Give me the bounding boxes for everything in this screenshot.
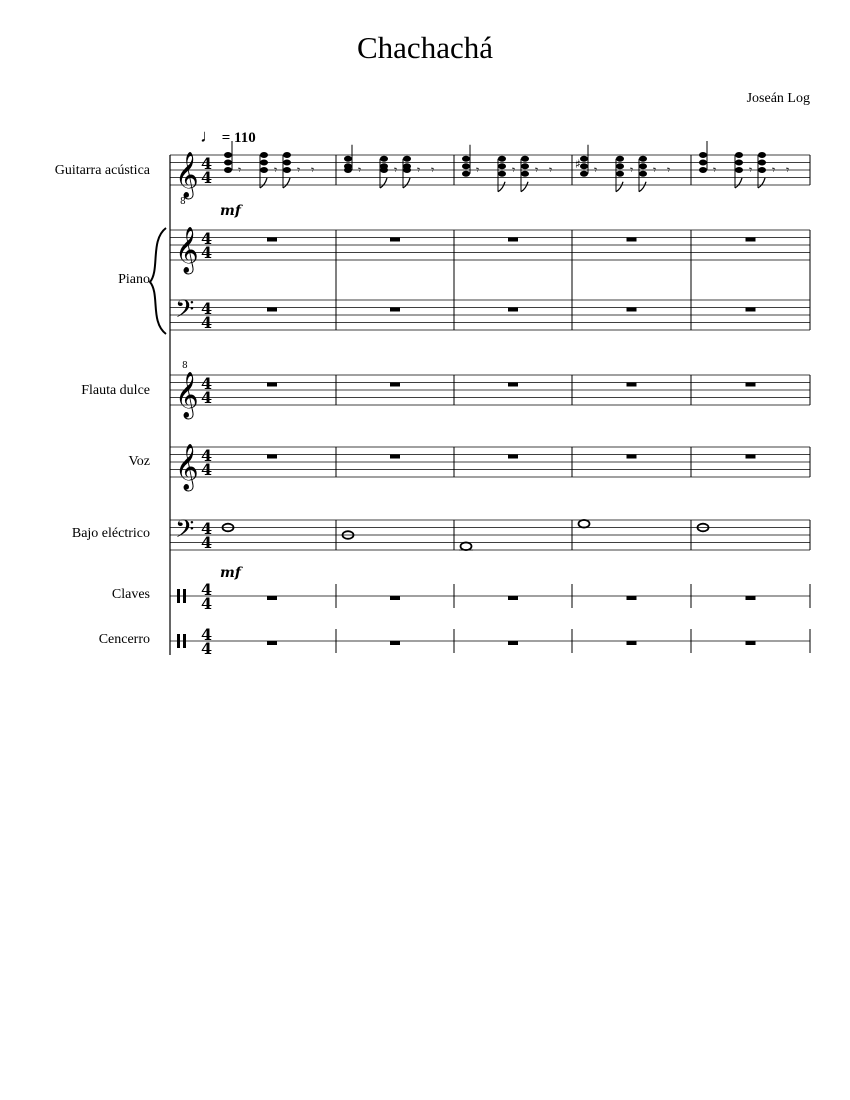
bass-whole-note bbox=[461, 542, 472, 550]
whole-rest bbox=[267, 596, 277, 600]
whole-rest bbox=[267, 383, 277, 387]
guitar-chord-notehead bbox=[498, 163, 506, 169]
guitar-chord-notehead bbox=[403, 156, 411, 162]
guitar-chord-notehead bbox=[758, 167, 766, 173]
time-signature-recorder: 4 bbox=[201, 388, 213, 407]
guitar-chord-notehead bbox=[283, 167, 291, 173]
eighth-rest: 𝄾 bbox=[549, 163, 553, 177]
eighth-rest: 𝄾 bbox=[417, 163, 421, 177]
time-signature-cowbell: 4 bbox=[201, 625, 213, 644]
bass-clef-bass: 𝄢 bbox=[175, 515, 195, 550]
whole-rest bbox=[627, 383, 637, 387]
guitar-eighth-flag bbox=[403, 178, 410, 188]
time-signature-voice: 4 bbox=[201, 446, 213, 465]
guitar-chord-notehead bbox=[283, 160, 291, 166]
guitar-chord-notehead bbox=[521, 171, 529, 177]
dynamic-claves: mf bbox=[220, 565, 241, 581]
eighth-rest: 𝄾 bbox=[431, 163, 435, 177]
clef-octave-mark-recorder: 8 bbox=[182, 361, 188, 371]
whole-rest bbox=[390, 238, 400, 242]
guitar-chord-notehead bbox=[580, 163, 588, 169]
eighth-rest: 𝄾 bbox=[238, 163, 242, 177]
percussion-clef-claves bbox=[177, 589, 180, 603]
guitar-chord-notehead bbox=[224, 152, 232, 158]
guitar-chord-notehead bbox=[260, 152, 268, 158]
guitar-chord-notehead bbox=[403, 167, 411, 173]
whole-rest bbox=[390, 455, 400, 459]
guitar-chord-notehead bbox=[462, 163, 470, 169]
time-signature-piano-rh: 4 bbox=[201, 243, 213, 262]
time-signature-claves: 4 bbox=[201, 594, 213, 613]
guitar-eighth-flag bbox=[260, 178, 267, 188]
guitar-chord-notehead bbox=[462, 171, 470, 177]
eighth-rest: 𝄾 bbox=[772, 163, 776, 177]
guitar-chord-notehead bbox=[758, 152, 766, 158]
eighth-rest: 𝄾 bbox=[512, 163, 516, 177]
guitar-chord-notehead bbox=[224, 160, 232, 166]
bass-clef-piano-lh: 𝄢 bbox=[175, 295, 195, 330]
whole-rest bbox=[390, 596, 400, 600]
whole-rest bbox=[627, 455, 637, 459]
whole-rest bbox=[508, 308, 518, 312]
percussion-clef-cowbell bbox=[183, 634, 186, 648]
treble-clef-voice: 𝄞 bbox=[175, 444, 199, 490]
guitar-chord-notehead bbox=[580, 171, 588, 177]
guitar-eighth-flag bbox=[283, 178, 290, 188]
whole-rest bbox=[627, 308, 637, 312]
eighth-rest: 𝄾 bbox=[297, 163, 301, 177]
time-signature-piano-lh: 4 bbox=[201, 299, 213, 318]
guitar-chord-notehead bbox=[735, 152, 743, 158]
time-signature-guitar: 4 bbox=[201, 154, 213, 173]
whole-rest bbox=[746, 455, 756, 459]
guitar-chord-notehead bbox=[699, 167, 707, 173]
eighth-rest: 𝄾 bbox=[358, 163, 362, 177]
guitar-chord-notehead bbox=[224, 167, 232, 173]
whole-rest bbox=[267, 455, 277, 459]
bass-whole-note bbox=[579, 520, 590, 528]
eighth-rest: 𝄾 bbox=[786, 163, 790, 177]
whole-rest bbox=[627, 238, 637, 242]
guitar-chord-notehead bbox=[699, 152, 707, 158]
guitar-chord-notehead bbox=[735, 160, 743, 166]
whole-rest bbox=[746, 641, 756, 645]
time-signature-voice: 4 bbox=[201, 460, 213, 479]
guitar-chord-notehead bbox=[639, 163, 647, 169]
piano-brace bbox=[150, 228, 166, 334]
time-signature-piano-lh: 4 bbox=[201, 313, 213, 332]
guitar-chord-notehead bbox=[616, 171, 624, 177]
time-signature-cowbell: 4 bbox=[201, 639, 213, 658]
tempo-value: = 110 bbox=[221, 130, 256, 146]
whole-rest bbox=[390, 383, 400, 387]
clef-octave-mark-guitar: 8 bbox=[180, 197, 186, 207]
guitar-chord-notehead bbox=[283, 152, 291, 158]
quarter-note-icon: ♩ bbox=[200, 126, 218, 146]
eighth-rest: 𝄾 bbox=[311, 163, 315, 177]
guitar-chord-notehead bbox=[344, 167, 352, 173]
treble-clef-recorder: 𝄞 bbox=[175, 372, 199, 418]
instrument-label-claves: Claves bbox=[111, 587, 150, 602]
time-signature-piano-rh: 4 bbox=[201, 229, 213, 248]
instrument-label-voice: Voz bbox=[128, 454, 150, 469]
guitar-chord-notehead bbox=[699, 160, 707, 166]
guitar-eighth-flag bbox=[735, 178, 742, 188]
eighth-rest: 𝄾 bbox=[749, 163, 753, 177]
whole-rest bbox=[746, 238, 756, 242]
whole-rest bbox=[508, 455, 518, 459]
whole-rest bbox=[746, 383, 756, 387]
eighth-rest: 𝄾 bbox=[667, 163, 671, 177]
eighth-rest: 𝄾 bbox=[713, 163, 717, 177]
guitar-chord-notehead bbox=[260, 167, 268, 173]
guitar-chord-notehead bbox=[462, 156, 470, 162]
guitar-chord-notehead bbox=[521, 163, 529, 169]
guitar-chord-notehead bbox=[498, 171, 506, 177]
time-signature-claves: 4 bbox=[201, 580, 213, 599]
instrument-label-guitar: Guitarra acústica bbox=[54, 163, 150, 178]
instrument-label-recorder: Flauta dulce bbox=[81, 383, 150, 398]
eighth-rest: 𝄾 bbox=[630, 163, 634, 177]
guitar-chord-notehead bbox=[616, 156, 624, 162]
whole-rest bbox=[508, 596, 518, 600]
time-signature-bass: 4 bbox=[201, 519, 213, 538]
treble-clef-guitar: 𝄞 bbox=[175, 152, 199, 198]
guitar-chord-notehead bbox=[580, 156, 588, 162]
guitar-chord-notehead bbox=[521, 156, 529, 162]
sharp-accidental: ♯ bbox=[575, 157, 581, 171]
whole-rest bbox=[267, 238, 277, 242]
whole-rest bbox=[267, 641, 277, 645]
guitar-chord-notehead bbox=[380, 156, 388, 162]
whole-rest bbox=[627, 596, 637, 600]
time-signature-guitar: 4 bbox=[201, 168, 213, 187]
guitar-eighth-flag bbox=[639, 182, 646, 192]
whole-rest bbox=[390, 308, 400, 312]
percussion-clef-cowbell bbox=[177, 634, 180, 648]
whole-rest bbox=[267, 308, 277, 312]
eighth-rest: 𝄾 bbox=[594, 163, 598, 177]
guitar-eighth-flag bbox=[521, 182, 528, 192]
whole-rest bbox=[508, 383, 518, 387]
treble-clef-piano-rh: 𝄞 bbox=[175, 227, 199, 273]
eighth-rest: 𝄾 bbox=[535, 163, 539, 177]
whole-rest bbox=[390, 641, 400, 645]
guitar-chord-notehead bbox=[498, 156, 506, 162]
eighth-rest: 𝄾 bbox=[653, 163, 657, 177]
time-signature-recorder: 4 bbox=[201, 374, 213, 393]
eighth-rest: 𝄾 bbox=[394, 163, 398, 177]
whole-rest bbox=[508, 641, 518, 645]
guitar-eighth-flag bbox=[616, 182, 623, 192]
guitar-eighth-flag bbox=[498, 182, 505, 192]
percussion-clef-claves bbox=[183, 589, 186, 603]
whole-rest bbox=[508, 238, 518, 242]
guitar-chord-notehead bbox=[735, 167, 743, 173]
score-title: Chachachá bbox=[357, 30, 493, 65]
whole-rest bbox=[746, 596, 756, 600]
dynamic-guitar: mf bbox=[220, 203, 241, 219]
guitar-chord-notehead bbox=[380, 167, 388, 173]
eighth-rest: 𝄾 bbox=[476, 163, 480, 177]
guitar-chord-notehead bbox=[344, 156, 352, 162]
guitar-chord-notehead bbox=[260, 160, 268, 166]
composer-name: Joseán Log bbox=[746, 91, 810, 106]
guitar-eighth-flag bbox=[758, 178, 765, 188]
guitar-chord-notehead bbox=[639, 171, 647, 177]
guitar-chord-notehead bbox=[758, 160, 766, 166]
guitar-chord-notehead bbox=[639, 156, 647, 162]
whole-rest bbox=[627, 641, 637, 645]
guitar-chord-notehead bbox=[616, 163, 624, 169]
instrument-label-piano: Piano bbox=[118, 272, 150, 287]
guitar-eighth-flag bbox=[380, 178, 387, 188]
time-signature-bass: 4 bbox=[201, 533, 213, 552]
whole-rest bbox=[746, 308, 756, 312]
eighth-rest: 𝄾 bbox=[274, 163, 278, 177]
instrument-label-cowbell: Cencerro bbox=[98, 632, 150, 647]
instrument-label-bass: Bajo eléctrico bbox=[71, 526, 150, 541]
